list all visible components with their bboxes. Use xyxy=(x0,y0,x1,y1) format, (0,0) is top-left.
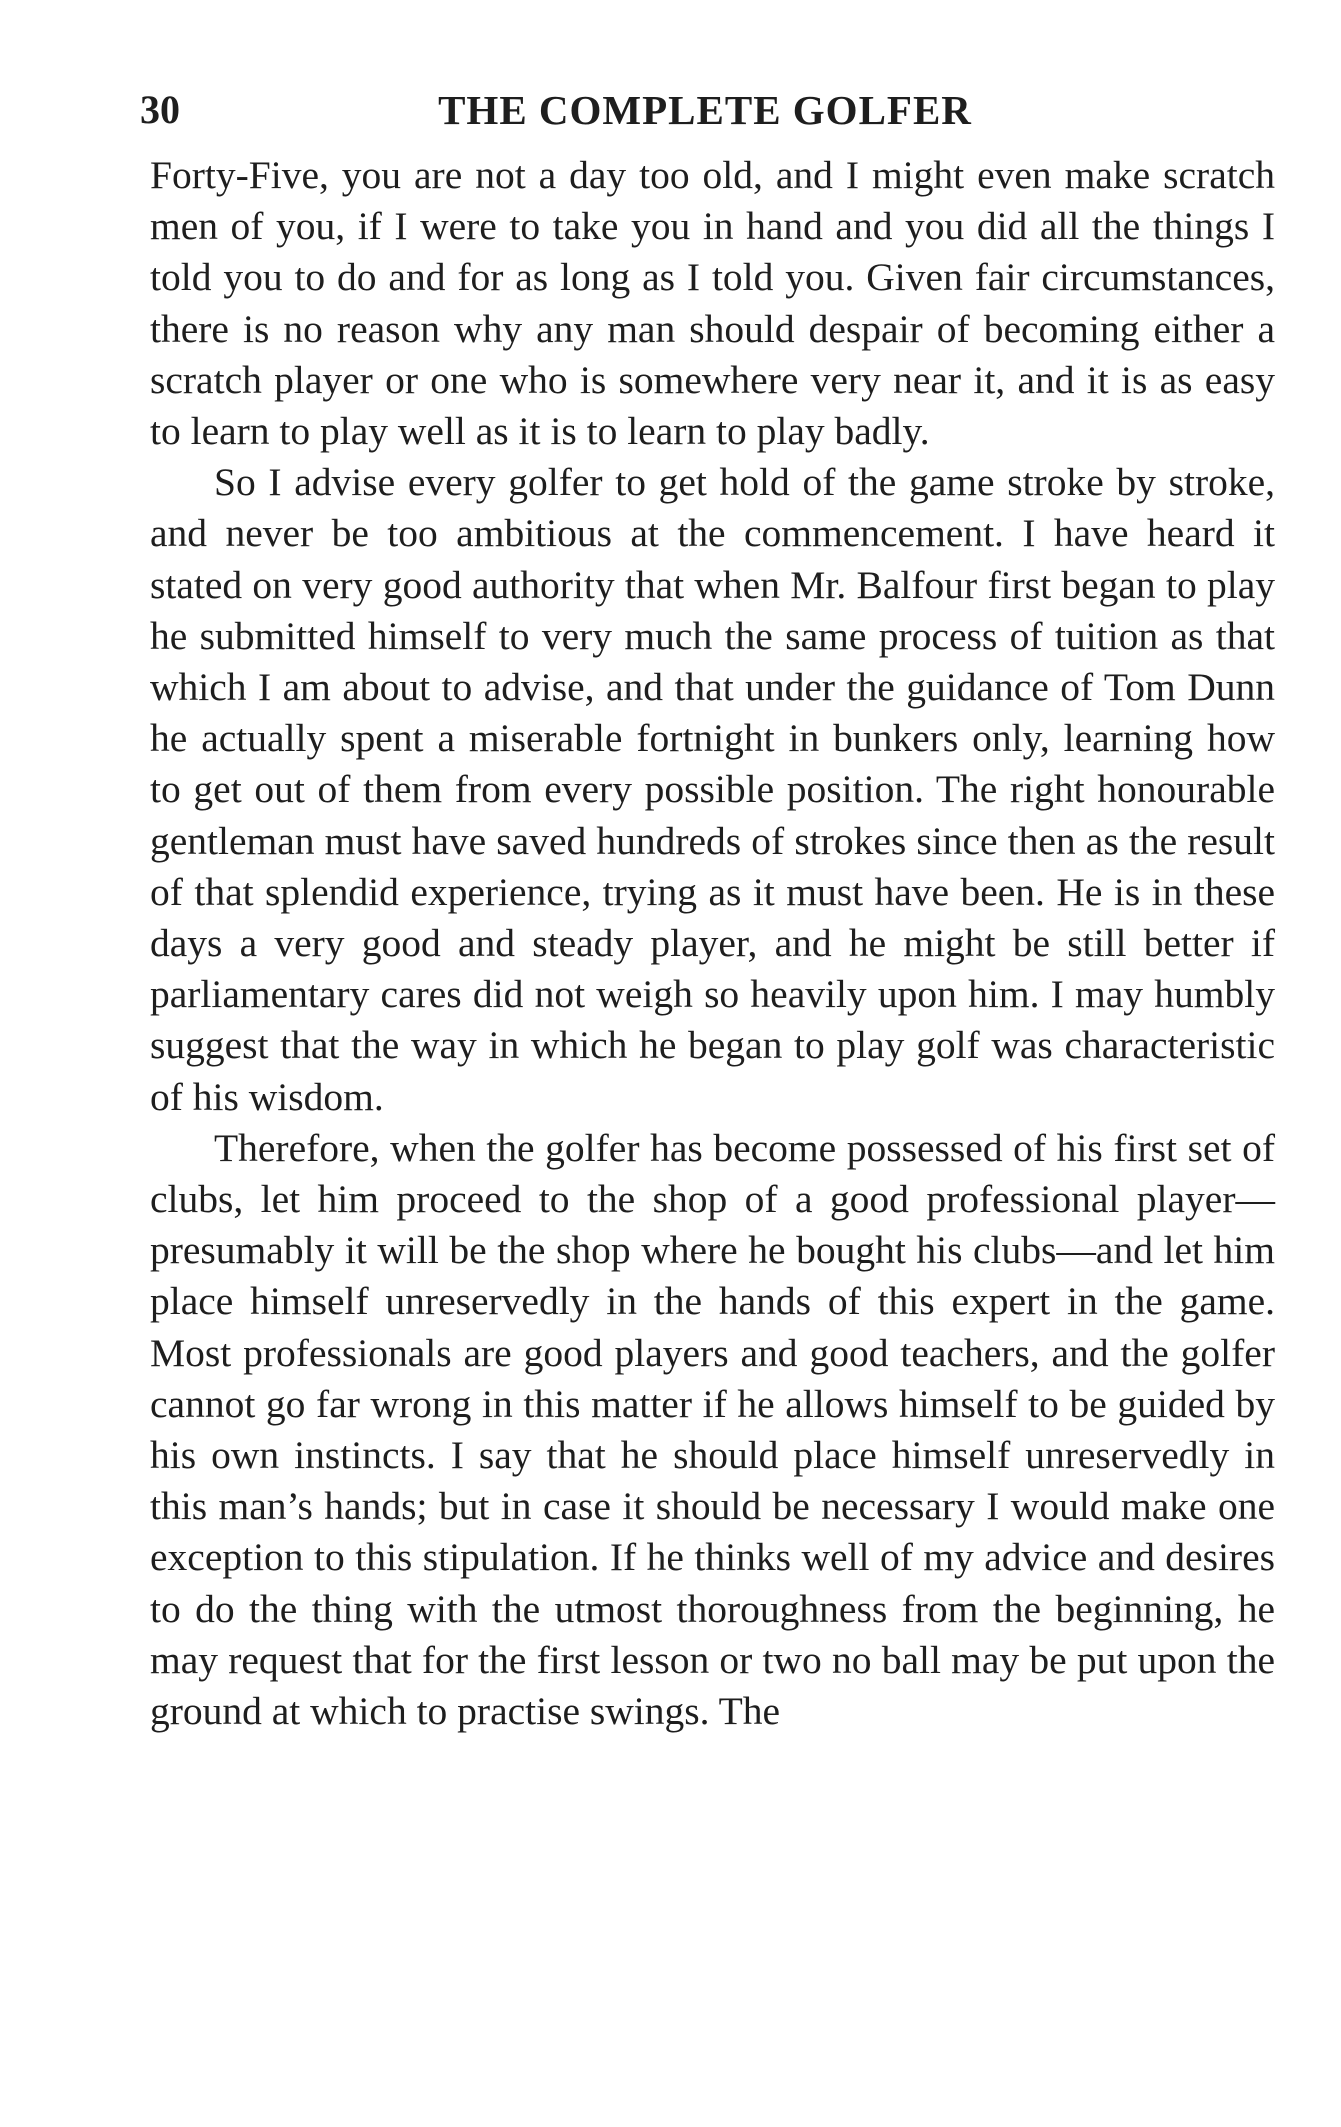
paragraph: Therefore, when the golfer has become possessed of his first set of clubs, let him proceed to the shop of a good professional player—presumably it will be the shop where he bought his clubs—and let him place himself unreservedly in the hands of this expert in the game. Most professionals are good players and good teachers, and the golfer cannot go far wrong in this matter if he allows himself to be guided by his own instincts. I say that he should place himself unreservedly in this man’s hands; but in case it should be necessary I would make one exception to this stipulation. If he thinks well of my advice and desires to do the thing with the utmost thoroughness from the beginning, he may request that for the first lesson or two no ball may be put upon the ground at which to practise swings. The xyxy=(150,1125,1275,1734)
paragraph: So I advise every golfer to get hold of the game stroke by stroke, and never be too ambitious at the commencement. I have heard it stated on very good authority that when Mr. Balfour first began to play he submitted himself to very much the same process of tuition as that which I am about to advise, and that under the guidance of Tom Dunn he actually spent a miserable fortnight in bunkers only, learning how to get out of them from every possible position. The right honourable gentleman must have saved hundreds of strokes since then as the result of that splendid experience, trying as it must have been. He is in these days a very good and steady player, and he might be still better if parliamentary cares did not weigh so heavily upon him. I may humbly suggest that the way in which he began to play golf was characteristic of his wisdom. xyxy=(150,460,1275,1119)
running-title: THE COMPLETE GOLFER xyxy=(438,87,972,133)
body-text xyxy=(150,150,1275,1737)
paragraph-continued: Forty-Five, you are not a day too old, and I might even make scratch men of you, if I were to take you in hand and you did all the things I told you to do and for as long as I told you. Given fair circumstances, there is no reason why any man should despair of becoming either a scratch player or one who is somewhere very near it, and it is as easy to learn to play well as it is to learn to play badly. xyxy=(150,153,1275,454)
running-head xyxy=(140,70,1270,150)
page-number: 30 xyxy=(140,87,180,132)
